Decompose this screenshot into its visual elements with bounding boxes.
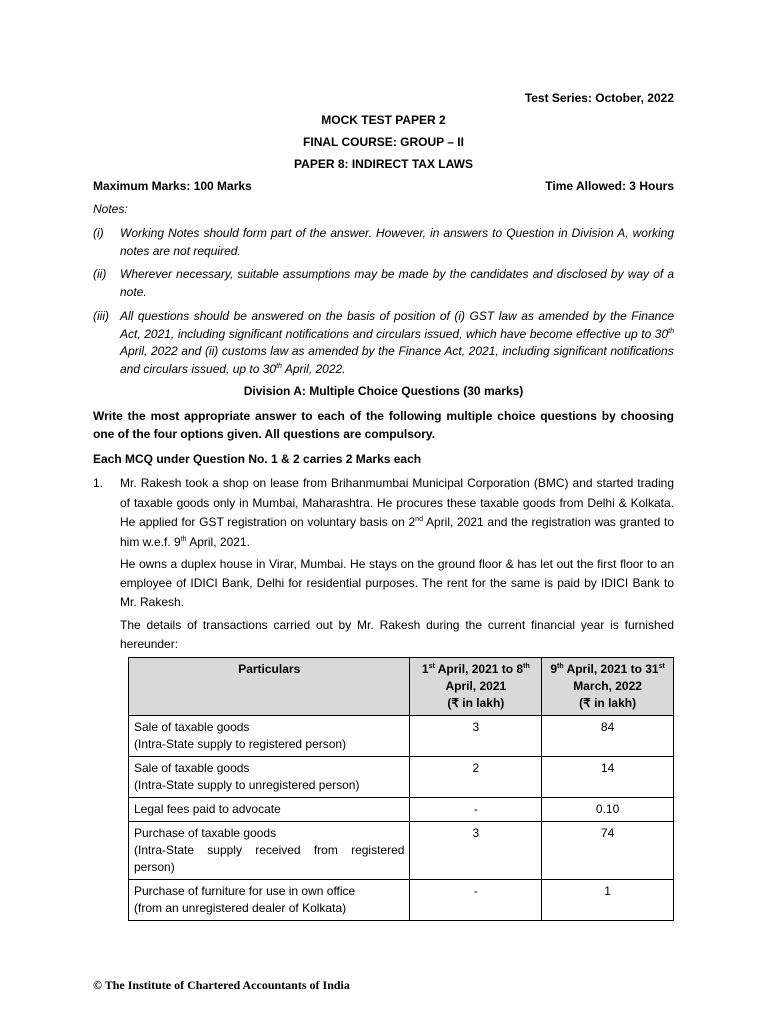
notes-heading: Notes: (93, 202, 128, 216)
note-number: (iii) (93, 309, 109, 323)
marks-time-line (93, 179, 674, 193)
column-header: 1st April, 2021 to 8th April, 2021 (₹ in lakh) (410, 658, 542, 716)
particulars-cell: Purchase of taxable goods (Intra-State supply received from registered person) (129, 822, 410, 880)
paper-subject: PAPER 8: INDIRECT TAX LAWS (294, 157, 473, 171)
particulars-cell: Sale of taxable goods (Intra-State supply to unregistered person) (129, 757, 410, 798)
value-cell: - (410, 880, 542, 921)
table-row (129, 822, 674, 880)
value-cell: - (410, 798, 542, 822)
question-1 (93, 474, 674, 552)
copyright-footer: © The Institute of Chartered Accountants of India (93, 978, 350, 992)
note-number: (i) (93, 226, 104, 240)
marks-line: Each MCQ under Question No. 1 & 2 carries 2 Marks each (93, 452, 422, 466)
test-series: Test Series: October, 2022 (524, 91, 674, 105)
course-title: FINAL COURSE: GROUP – II (303, 135, 464, 149)
note-number: (ii) (93, 267, 107, 281)
note-text: Wherever necessary, suitable assumptions may be made by the candidates and disclosed by way of a note. (120, 267, 674, 299)
note-item (93, 266, 674, 301)
table-header-row (129, 658, 674, 716)
table-row (129, 798, 674, 822)
column-header: Particulars (129, 658, 410, 716)
division-heading: Division A: Multiple Choice Questions (30 marks) (243, 384, 524, 398)
max-marks: Maximum Marks: 100 Marks (93, 179, 252, 193)
value-cell: 3 (410, 822, 542, 880)
particulars-cell: Legal fees paid to advocate (129, 798, 410, 822)
value-cell: 14 (542, 757, 674, 798)
note-text: All questions should be answered on the basis of position of (i) GST law as amended by the Finance Act, 2021, including significant notifications and circulars issued, which have become effective up to 30th April, 2022 and (ii) customs law as amended by the Finance Act, 2021, including significant notifications and circulars issued, up to 30th April, 2022. (120, 309, 674, 376)
value-cell: 2 (410, 757, 542, 798)
value-cell: 3 (410, 716, 542, 757)
particulars-cell: Purchase of furniture for use in own office (from an unregistered dealer of Kolkata) (129, 880, 410, 921)
note-item (93, 225, 674, 260)
table-row (129, 716, 674, 757)
value-cell: 1 (542, 880, 674, 921)
note-text: Working Notes should form part of the answer. However, in answers to Question in Division A, working notes are not required. (120, 226, 674, 258)
column-header: 9th April, 2021 to 31st March, 2022 (₹ in lakh) (542, 658, 674, 716)
time-allowed: Time Allowed: 3 Hours (545, 179, 674, 193)
question-paragraph: He owns a duplex house in Virar, Mumbai. He stays on the ground floor & has let out the first floor to an employee of IDICI Bank, Delhi for residential purposes. The rent for the same is paid by IDICI Bank to Mr. Rakesh. (120, 557, 674, 609)
question-paragraph: Mr. Rakesh took a shop on lease from Brihanmumbai Municipal Corporation (BMC) and started trading of taxable goods only in Mumbai, Maharashtra. He procures these taxable goods from Delhi & Kolkata. He applied for GST registration on voluntary basis on 2nd April, 2021 and the registration was granted to him w.e.f. 9th April, 2021. (120, 476, 674, 549)
value-cell: 74 (542, 822, 674, 880)
instruction-text: Write the most appropriate answer to each of the following multiple choice questions by choosing one of the four options given. All questions are compulsory. (93, 409, 674, 441)
table-row (129, 757, 674, 798)
question-paragraph: The details of transactions carried out by Mr. Rakesh during the current financial year is furnished hereunder: (120, 618, 674, 651)
table-row (129, 880, 674, 921)
paper-title: MOCK TEST PAPER 2 (321, 113, 446, 127)
question-number: 1. (93, 476, 104, 490)
transactions-table (128, 657, 674, 921)
value-cell: 0.10 (542, 798, 674, 822)
note-item (93, 308, 674, 378)
value-cell: 84 (542, 716, 674, 757)
particulars-cell: Sale of taxable goods (Intra-State supply to registered person) (129, 716, 410, 757)
